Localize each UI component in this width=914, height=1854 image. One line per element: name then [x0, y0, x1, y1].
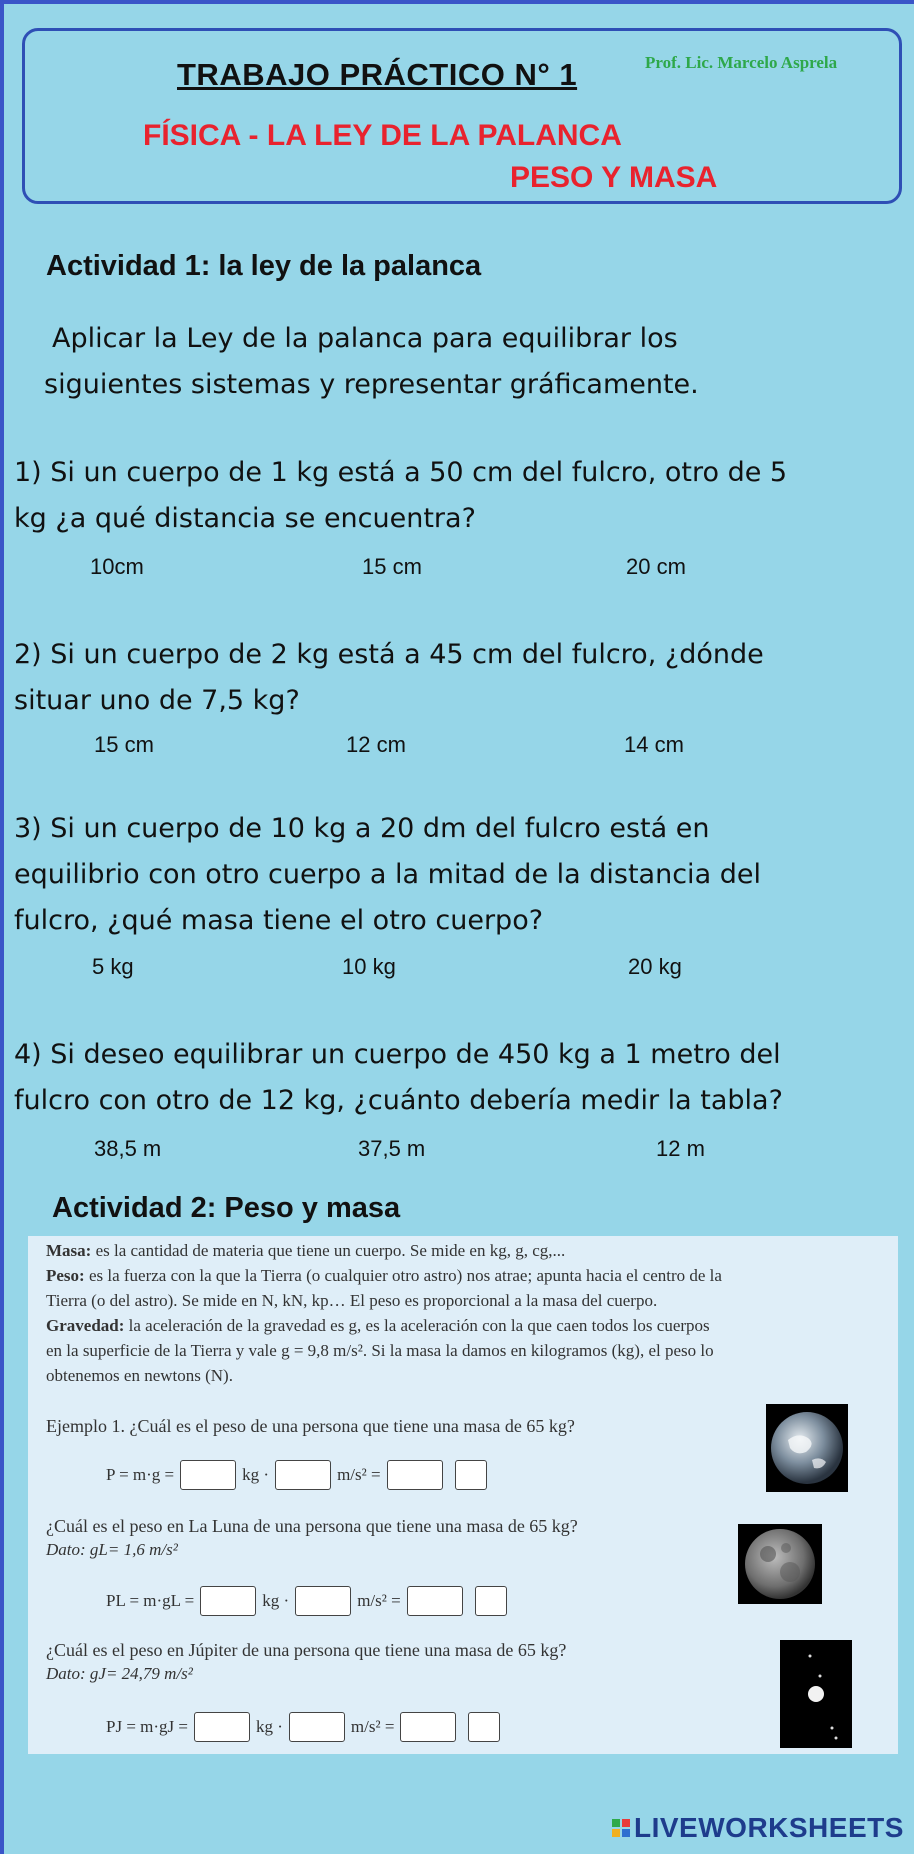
question3-option-b[interactable]: 10 kg [342, 954, 396, 979]
subject-title: FÍSICA - LA LEY DE LA PALANCA [143, 119, 622, 152]
masa-definition [46, 1238, 896, 1263]
moon-unit-input[interactable] [475, 1586, 507, 1616]
question4-option-b[interactable]: 37,5 m [358, 1136, 426, 1161]
liveworksheets-logo [612, 1812, 904, 1844]
moon-image [738, 1524, 822, 1604]
question2-line1: 2) Si un cuerpo de 2 kg está a 45 cm del fulcro, ¿dónde [14, 639, 764, 670]
masa-term: Masa: [46, 1241, 92, 1260]
worksheet-title: TRABAJO PRÁCTICO N° 1 [177, 57, 578, 92]
question3-option-c[interactable]: 20 kg [628, 954, 682, 979]
activity2-title: Actividad 2: Peso y masa [52, 1192, 401, 1224]
gravedad-term: Gravedad: [46, 1316, 125, 1335]
moon-gravity-input[interactable] [295, 1586, 351, 1616]
gravedad-definition [46, 1313, 896, 1338]
moon-question: ¿Cuál es el peso en La Luna de una persona que tiene una masa de 65 kg? [46, 1516, 578, 1536]
question1-line1: 1) Si un cuerpo de 1 kg está a 50 cm del fulcro, otro de 5 [14, 457, 788, 488]
earth-formula-label: P = m·g = [106, 1465, 175, 1484]
jupiter-result-input[interactable] [400, 1712, 456, 1742]
activity1-intro-line2: siguientes sistemas y representar gráficamente. [44, 369, 699, 400]
earth-ms2-unit: m/s² = [337, 1465, 381, 1484]
jupiter-data: Dato: gJ= 24,79 m/s² [46, 1664, 193, 1683]
earth-gravity-input[interactable] [275, 1460, 331, 1490]
earth-result-input[interactable] [387, 1460, 443, 1490]
question2-line2: situar uno de 7,5 kg? [14, 685, 300, 716]
jupiter-formula-label: PJ = m·gJ = [106, 1717, 188, 1736]
moon-mass-input[interactable] [200, 1586, 256, 1616]
moon-ms2-unit: m/s² = [357, 1591, 401, 1610]
activity1-intro-line1: Aplicar la Ley de la palanca para equilibrar los [52, 323, 678, 354]
moon-result-input[interactable] [407, 1586, 463, 1616]
header-box [22, 28, 902, 204]
peso-definition [46, 1263, 896, 1288]
jupiter-mass-input[interactable] [194, 1712, 250, 1742]
question1-line2: kg ¿a qué distancia se encuentra? [14, 503, 476, 534]
jupiter-formula [106, 1712, 506, 1742]
question1-option-b[interactable]: 15 cm [362, 554, 422, 579]
logo-icon [612, 1819, 630, 1837]
earth-kg-unit: kg · [242, 1465, 270, 1484]
earth-formula [106, 1460, 493, 1490]
jupiter-image [780, 1640, 852, 1748]
question4-line2: fulcro con otro de 12 kg, ¿cuánto debería medir la tabla? [14, 1085, 783, 1116]
question2-option-b[interactable]: 12 cm [346, 732, 406, 757]
question3-option-a[interactable]: 5 kg [92, 954, 134, 979]
theory-panel [28, 1236, 898, 1754]
earth-image [766, 1404, 848, 1492]
peso-term: Peso: [46, 1266, 85, 1285]
peso-text2: Tierra (o del astro). Se mide en N, kN, kp… El peso es proporcional a la masa del cuerpo. [46, 1291, 658, 1310]
moon-formula [106, 1586, 513, 1616]
jupiter-kg-unit: kg · [256, 1717, 283, 1736]
question3-line2: equilibrio con otro cuerpo a la mitad de la distancia del [14, 859, 761, 890]
gravedad-text3: obtenemos en newtons (N). [46, 1366, 233, 1385]
peso-text1: es la fuerza con la que la Tierra (o cualquier otro astro) nos atrae; apunta hacia el centro de la [84, 1266, 722, 1285]
gravedad-text2: en la superficie de la Tierra y vale g = 9,8 m/s². Si la masa la damos en kilogramos (kg), el peso lo [46, 1341, 714, 1360]
earth-unit-input[interactable] [455, 1460, 487, 1490]
example-question: Ejemplo 1. ¿Cuál es el peso de una persona que tiene una masa de 65 kg? [46, 1416, 575, 1436]
moon-kg-unit: kg · [262, 1591, 290, 1610]
question1-option-a[interactable]: 10cm [90, 554, 144, 579]
question4-option-a[interactable]: 38,5 m [94, 1136, 162, 1161]
earth-mass-input[interactable] [180, 1460, 236, 1490]
question3-line1: 3) Si un cuerpo de 10 kg a 20 dm del fulcro está en [14, 813, 710, 844]
moon-formula-label: PL = m·gL = [106, 1591, 195, 1610]
subject-subtitle: PESO Y MASA [510, 161, 718, 194]
jupiter-unit-input[interactable] [468, 1712, 500, 1742]
question2-option-a[interactable]: 15 cm [94, 732, 154, 757]
masa-text: es la cantidad de materia que tiene un cuerpo. Se mide en kg, g, cg,... [91, 1241, 566, 1260]
jupiter-ms2-unit: m/s² = [350, 1717, 395, 1736]
question3-line3: fulcro, ¿qué masa tiene el otro cuerpo? [14, 905, 544, 936]
question4-option-c[interactable]: 12 m [656, 1136, 705, 1161]
question2-option-c[interactable]: 14 cm [624, 732, 684, 757]
question1-option-c[interactable]: 20 cm [626, 554, 686, 579]
activity1-title: Actividad 1: la ley de la palanca [46, 250, 482, 282]
jupiter-gravity-input[interactable] [289, 1712, 345, 1742]
author-name: Prof. Lic. Marcelo Asprela [645, 53, 838, 72]
jupiter-question: ¿Cuál es el peso en Júpiter de una persona que tiene una masa de 65 kg? [46, 1640, 567, 1660]
question4-line1: 4) Si deseo equilibrar un cuerpo de 450 kg a 1 metro del [14, 1039, 781, 1070]
gravedad-text1: la aceleración de la gravedad es g, es la aceleración con la que caen todos los cuerpos [124, 1316, 710, 1335]
logo-text: LIVEWORKSHEETS [634, 1812, 904, 1843]
moon-data: Dato: gL= 1,6 m/s² [46, 1540, 178, 1559]
